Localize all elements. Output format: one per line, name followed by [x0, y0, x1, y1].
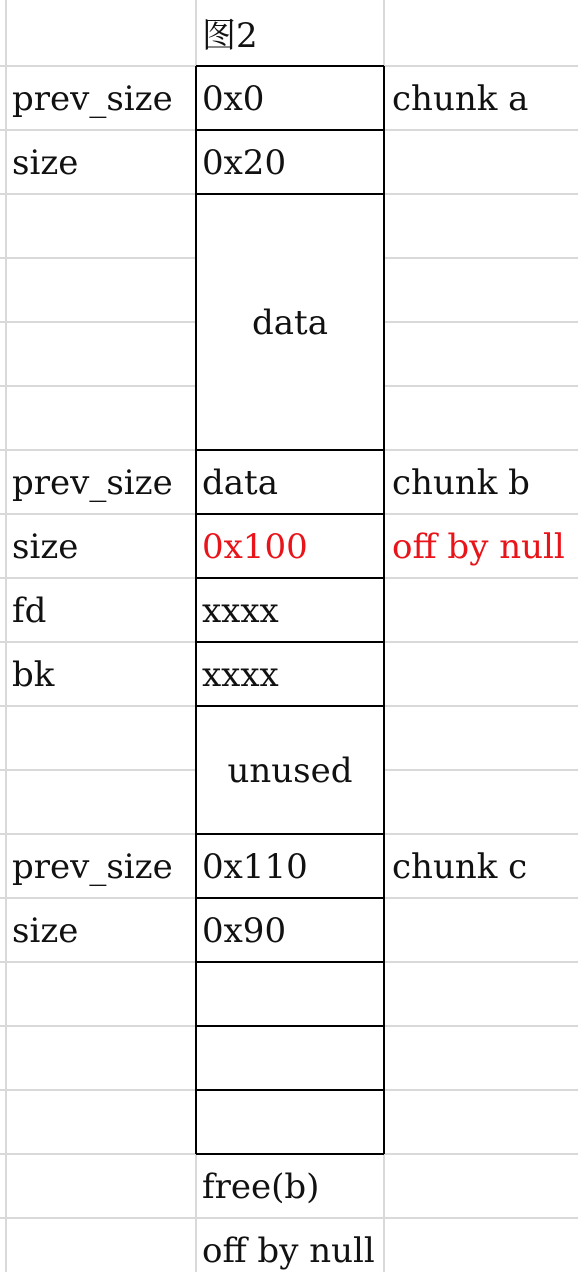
row-value-bk: xxxx	[202, 655, 279, 695]
unused-block-label: unused	[227, 751, 353, 791]
row-value-size-a: 0x20	[202, 143, 287, 183]
chunk-a-label: chunk a	[392, 79, 529, 119]
data-block-label: data	[252, 303, 328, 343]
row-label-size-a: size	[12, 143, 79, 183]
figure-title: 图2	[202, 16, 258, 56]
row-value-size-c: 0x90	[202, 911, 287, 951]
row-label-bk: bk	[12, 655, 55, 695]
row-label-size-c: size	[12, 911, 79, 951]
row-label-fd: fd	[12, 591, 47, 631]
row-label-prev-size-b: prev_size	[12, 463, 173, 503]
free-b-caption: free(b)	[202, 1167, 320, 1207]
chunk-c-label: chunk c	[392, 847, 528, 887]
off-by-null-note: off by null	[392, 527, 565, 567]
row-value-prev-size-c: 0x110	[202, 847, 308, 887]
off-by-null-caption: off by null	[202, 1231, 375, 1271]
row-value-fd: xxxx	[202, 591, 279, 631]
row-value-prev-size-b: data	[202, 463, 278, 503]
row-value-prev-size-a: 0x0	[202, 79, 265, 119]
row-value-size-b: 0x100	[202, 527, 308, 567]
chunk-b-label: chunk b	[392, 463, 530, 503]
row-label-size-b: size	[12, 527, 79, 567]
row-label-prev-size-a: prev_size	[12, 79, 173, 119]
row-label-prev-size-c: prev_size	[12, 847, 173, 887]
